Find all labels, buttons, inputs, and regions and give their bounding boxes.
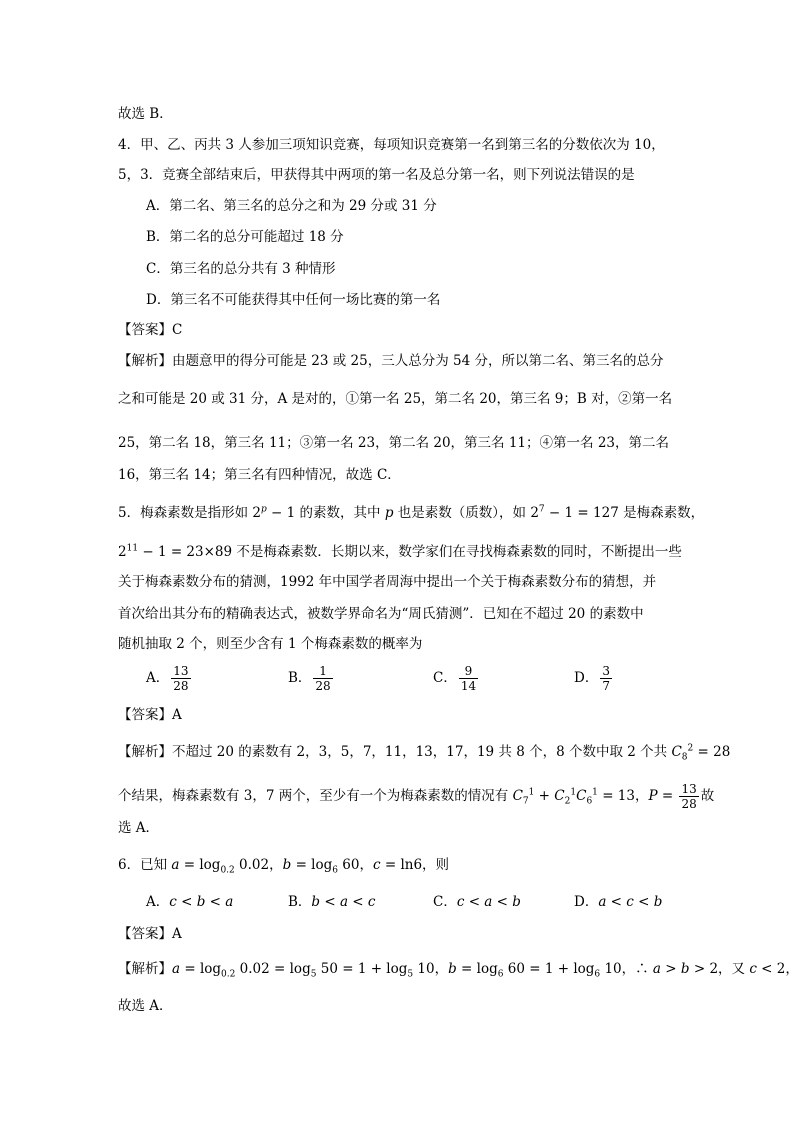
analysis-line: 【解析】不超过 20 的素数有 2，3，5，7，11，13，17，19 共 8 个，8 个数中取 2 个共 $C_8^2 = 28$ bbox=[118, 743, 731, 763]
text-line: 关于梅森素数分布的猜测，1992 年中国学者周海中提出一个关于梅森素数分布的猜想，并 bbox=[118, 574, 657, 590]
question-6-stem: 6．已知 $a = \log_{0.2} 0.02$，$b = \log_6 60$，c = ln6，则 bbox=[118, 857, 450, 876]
analysis-line: 16，第三名 14；第三名有四种情况，故选 C． bbox=[118, 467, 401, 483]
option-c: C． $\frac{9}{14}$ bbox=[433, 664, 477, 693]
option-d: D．a < c < b bbox=[574, 894, 663, 910]
option-a: A． $\frac{13}{28}$ bbox=[146, 664, 189, 693]
analysis-line: 个结果，梅森素数有 3，7 两个，至少有一个为梅森素数的情况有 $C_7^1 + C_2^1C_6^1 = 13$，P = $\frac{13}{28}$ 故 bbox=[118, 782, 715, 811]
option-a: A．c < b < a bbox=[146, 894, 234, 910]
analysis-line: 25，第二名 18，第三名 11；③第一名 23，第二名 20，第三名 11；④第一名 23，第二名 bbox=[118, 435, 669, 451]
text-line: $2^{11} - 1 = 23\times 89$ 不是梅森素数．长期以来，数学家们在寻找梅森素数的同时，不断提出一些 bbox=[118, 543, 682, 560]
analysis-line: 【解析】$a = \log_{0.2} 0.02 = \log_5 50 = 1 + \log_5 10$，$b = \log_6 60 = 1 + \log_6 10$，∴ a > b > 2，又 c < 2， bbox=[118, 961, 799, 980]
fraction: $\frac{13}{28}$ bbox=[173, 664, 189, 693]
option-c: C．c < a < b bbox=[433, 894, 521, 910]
text-line: 首次给出其分布的精确表达式，被数学界命名为“周氏猜测”．已知在不超过 20 的素数中 bbox=[118, 606, 644, 622]
text-line: 故选 A． bbox=[118, 998, 173, 1014]
text-line: 故选 B． bbox=[118, 106, 173, 122]
option-d: D． $\frac{3}{7}$ bbox=[574, 664, 610, 693]
answer-label: 【答案】C bbox=[118, 322, 183, 338]
option-d: D．第三名不可能获得其中任何一场比赛的第一名 bbox=[146, 292, 441, 308]
option-b: B． $\frac{1}{28}$ bbox=[288, 664, 331, 693]
text-line: 随机抽取 2 个，则至少含有 1 个梅森素数的概率为 bbox=[118, 636, 423, 652]
question-4-stem: 4．甲、乙、丙共 3 人参加三项知识竞赛，每项知识竞赛第一名到第三名的分数依次为 10， bbox=[118, 137, 665, 153]
fraction: $\frac{3}{7}$ bbox=[602, 664, 610, 693]
fraction: $\frac{9}{14}$ bbox=[460, 664, 477, 693]
option-b: B．第二名的总分可能超过 18 分 bbox=[146, 229, 344, 245]
analysis-line: 【解析】由题意甲的得分可能是 23 或 25，三人总分为 54 分，所以第二名、第三名的总分 bbox=[118, 353, 664, 369]
option-c: C．第三名的总分共有 3 种情形 bbox=[146, 261, 336, 277]
answer-label: 【答案】A bbox=[118, 926, 182, 942]
text-line: 5，3．竞赛全部结束后，甲获得其中两项的第一名及总分第一名，则下列说法错误的是 bbox=[118, 167, 635, 183]
question-5-stem: 5．梅森素数是指形如 $2^p - 1$ 的素数，其中 p 也是素数（质数），如 $2^7 - 1 = 127$ 是梅森素数， bbox=[118, 504, 705, 521]
answer-label: 【答案】A bbox=[118, 707, 182, 723]
text-line: 选 A． bbox=[118, 820, 160, 836]
fraction: $\frac{1}{28}$ bbox=[315, 664, 331, 693]
fraction: $\frac{13}{28}$ bbox=[681, 782, 697, 811]
option-a: A．第二名、第三名的总分之和为 29 分或 31 分 bbox=[146, 198, 437, 214]
analysis-line: 之和可能是 20 或 31 分，A 是对的，①第一名 25，第二名 20，第三名 9；B 对，②第一名 bbox=[118, 391, 673, 407]
option-b: B．b < a < c bbox=[288, 894, 376, 910]
